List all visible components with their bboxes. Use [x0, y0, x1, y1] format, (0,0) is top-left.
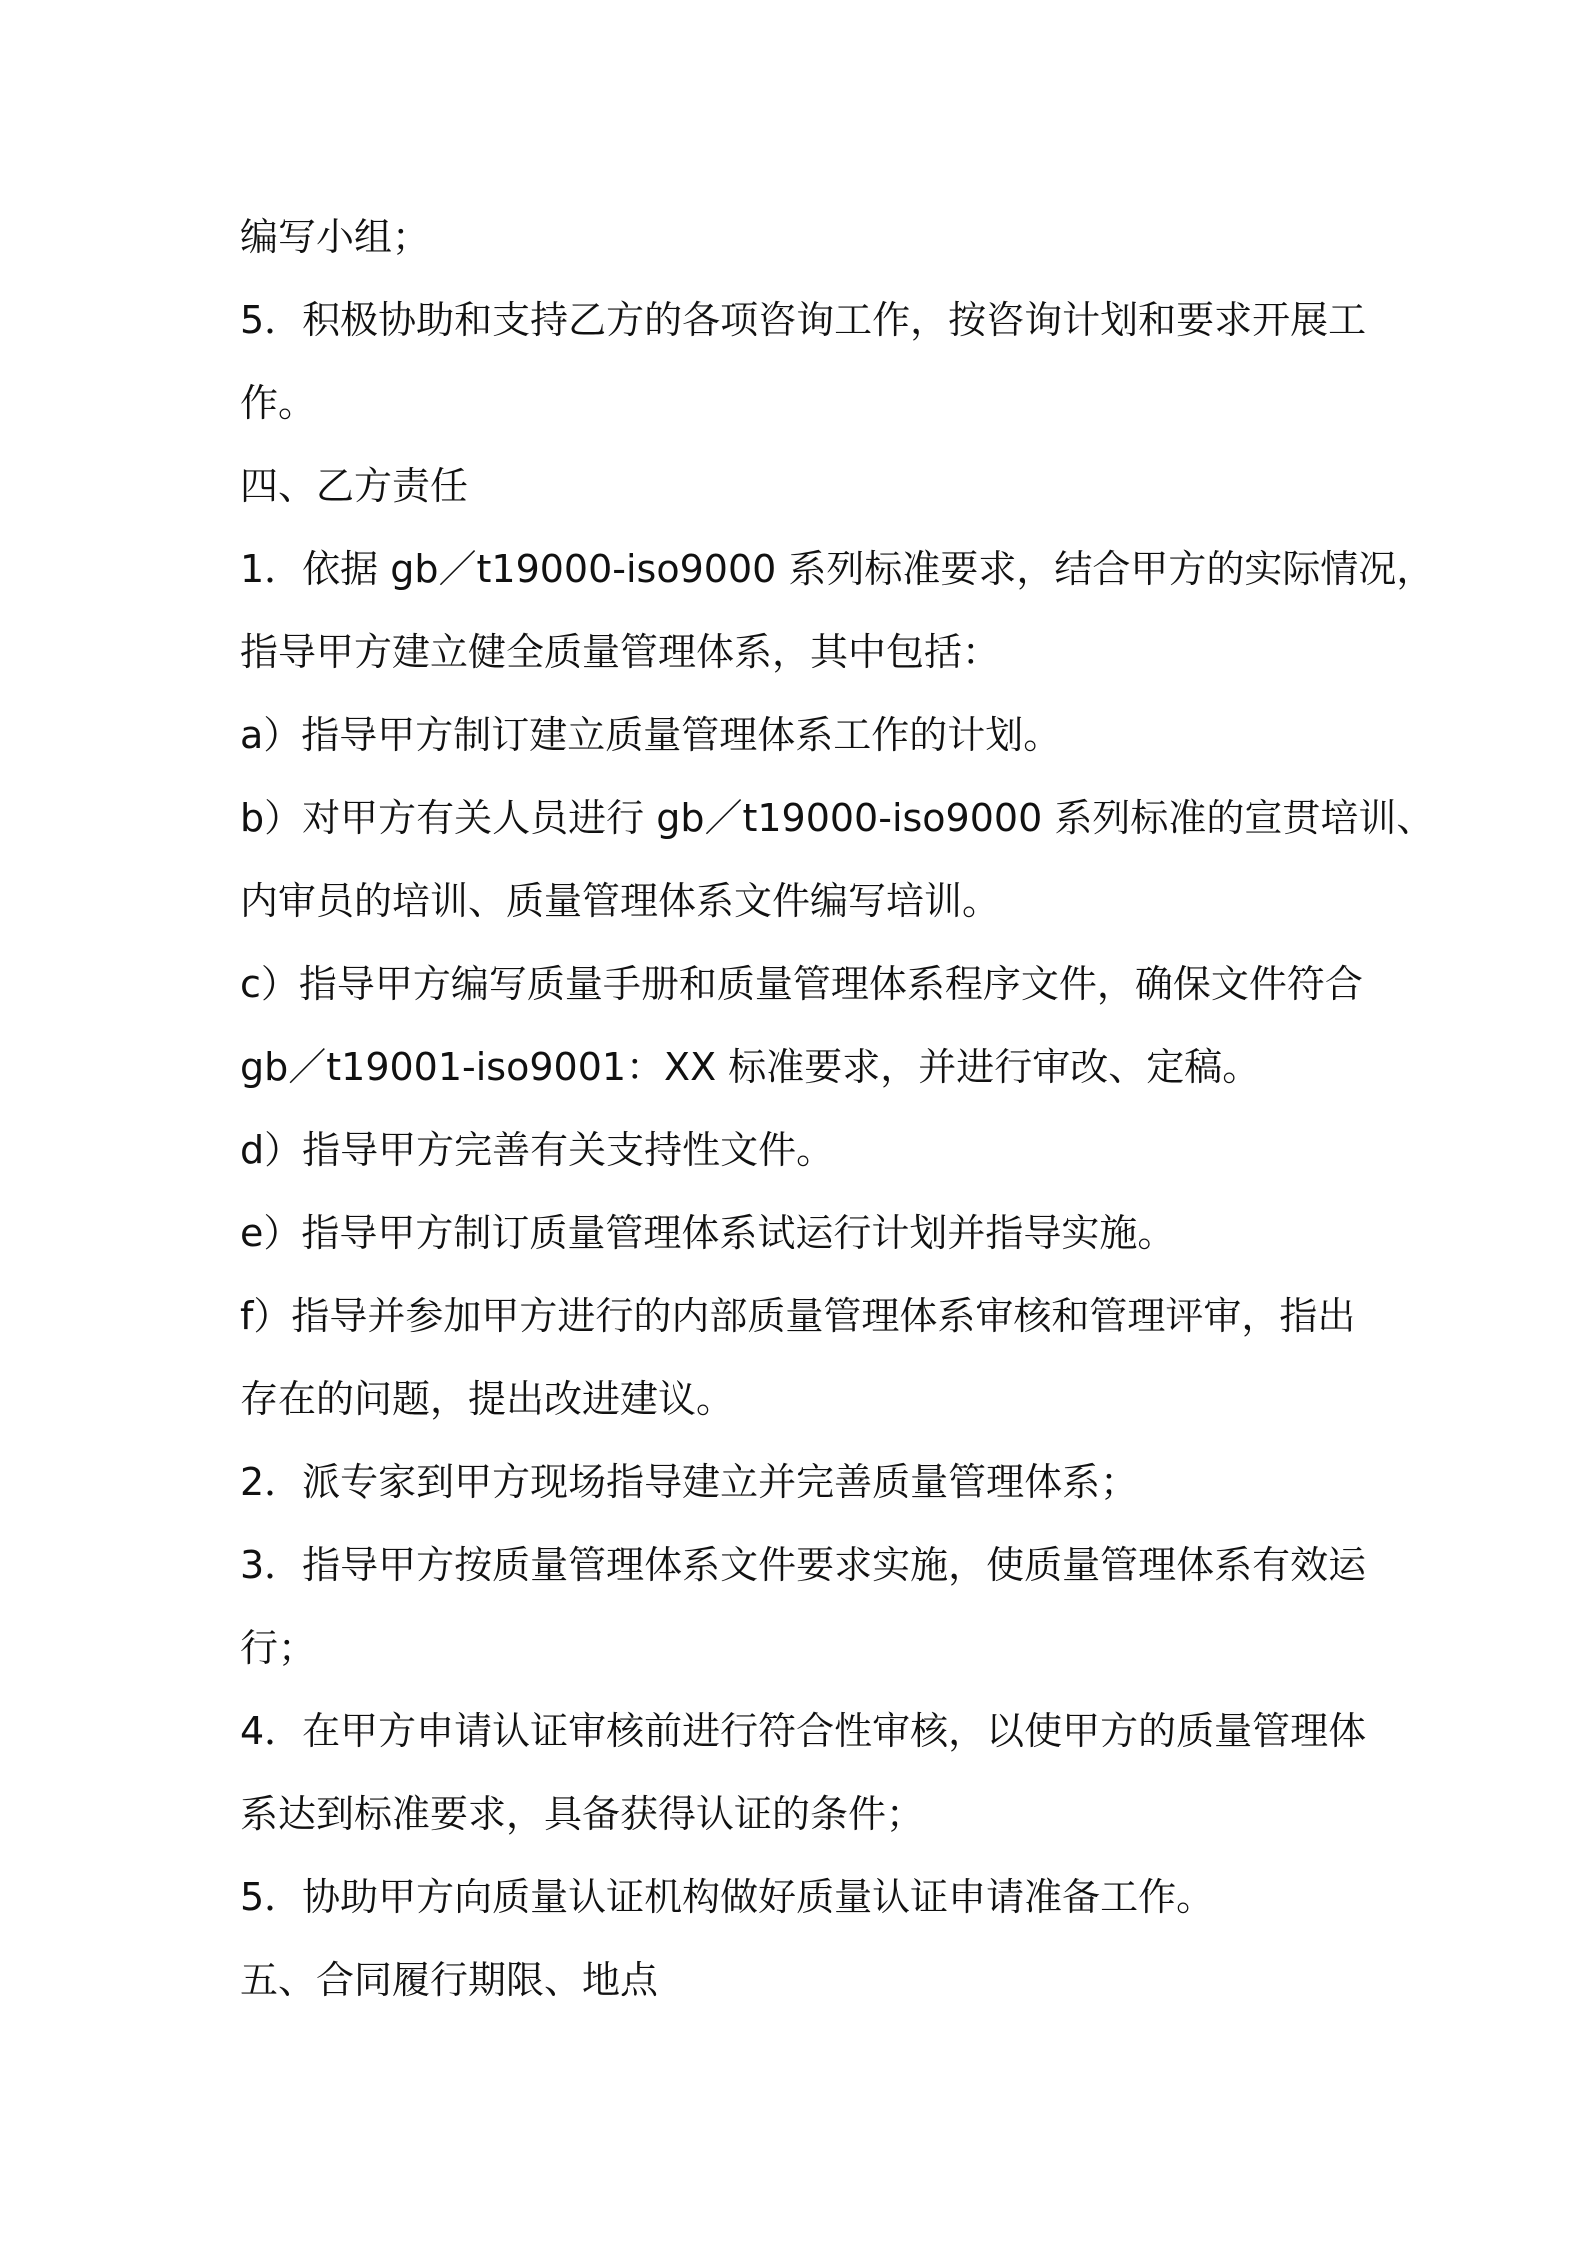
text-line: 存在的问题，提出改进建议。 [240, 1377, 735, 1421]
document-body [240, 196, 1435, 2022]
text-line: 2．派专家到甲方现场指导建立并完善质量管理体系； [240, 1460, 1139, 1504]
text-line: 作。 [240, 381, 317, 425]
text-line: 1．依据 gb／t19000-iso9000 系列标准要求，结合甲方的实际情况， [240, 547, 1435, 591]
text-line: 5．积极协助和支持乙方的各项咨询工作，按咨询计划和要求开展工 [240, 298, 1367, 342]
text-line: b）对甲方有关人员进行 gb／t19000-iso9000 系列标准的宣贯培训、 [240, 796, 1435, 840]
text-line: f）指导并参加甲方进行的内部质量管理体系审核和管理评审，指出 [240, 1294, 1356, 1338]
text-line: 行； [240, 1626, 317, 1670]
text-line: 5．协助甲方向质量认证机构做好质量认证申请准备工作。 [240, 1875, 1215, 1919]
text-line: 4．在甲方申请认证审核前进行符合性审核，以使甲方的质量管理体 [240, 1709, 1367, 1753]
section-heading: 四、乙方责任 [240, 464, 469, 508]
text-line: c）指导甲方编写质量手册和质量管理体系程序文件，确保文件符合 [240, 962, 1363, 1006]
text-line: a）指导甲方制订建立质量管理体系工作的计划。 [240, 713, 1062, 757]
text-line: 系达到标准要求，具备获得认证的条件； [240, 1792, 925, 1836]
text-line: 指导甲方建立健全质量管理体系，其中包括： [240, 630, 1001, 674]
section-heading: 五、合同履行期限、地点 [240, 1958, 659, 2002]
text-line: 编写小组； [240, 215, 431, 259]
text-line: d）指导甲方完善有关支持性文件。 [240, 1128, 835, 1172]
text-line: e）指导甲方制订质量管理体系试运行计划并指导实施。 [240, 1211, 1176, 1255]
text-line: 3．指导甲方按质量管理体系文件要求实施，使质量管理体系有效运 [240, 1543, 1367, 1587]
text-line: 内审员的培训、质量管理体系文件编写培训。 [240, 879, 1001, 923]
text-line: gb／t19001-iso9001：XX 标准要求，并进行审改、定稿。 [240, 1045, 1261, 1089]
